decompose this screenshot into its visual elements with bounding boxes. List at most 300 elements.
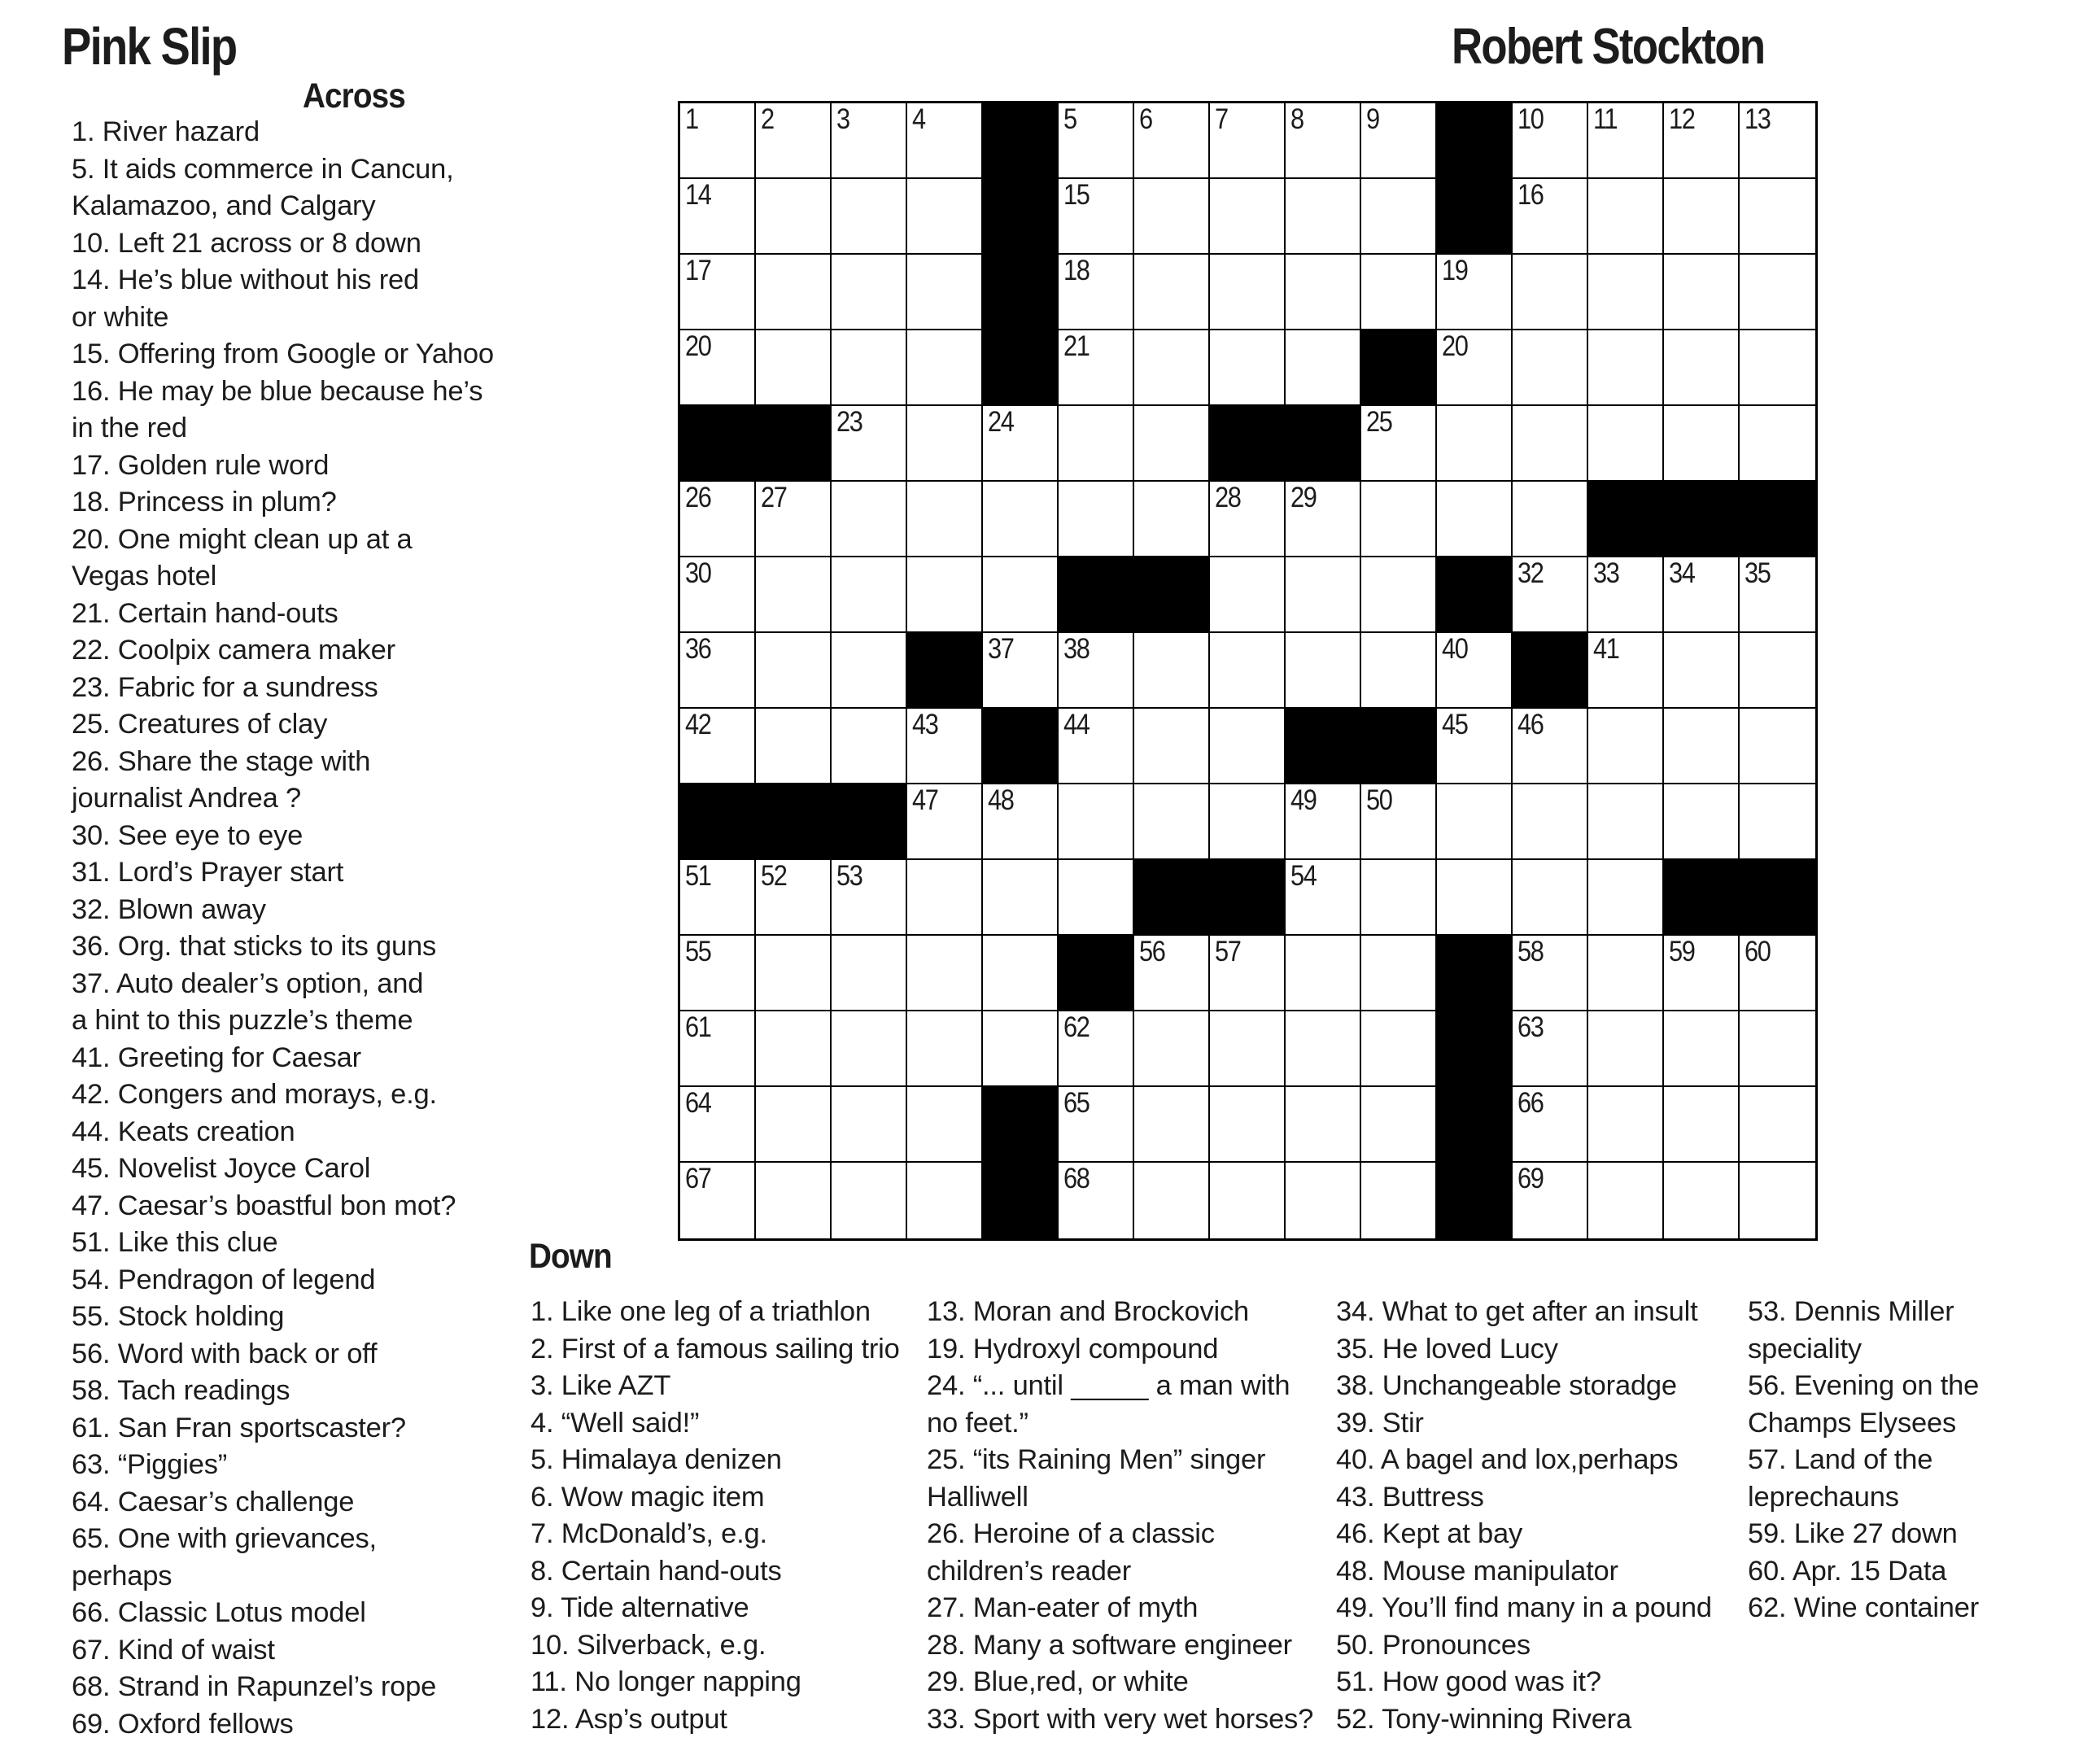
grid-cell-r3c8[interactable] xyxy=(1210,255,1286,330)
grid-cell-r7c8[interactable] xyxy=(1210,557,1286,633)
down-clue-53 xyxy=(1748,1294,1979,1368)
grid-cell-r10c10[interactable] xyxy=(1361,784,1437,860)
grid-cell-r12c3[interactable] xyxy=(832,936,907,1011)
grid-cell-r15c14[interactable] xyxy=(1664,1163,1740,1238)
grid-cell-r4c14[interactable] xyxy=(1664,330,1740,406)
grid-cell-r6c10[interactable] xyxy=(1361,482,1437,557)
clue-text-line: no feet.” xyxy=(927,1407,1028,1439)
grid-cell-r14c14[interactable] xyxy=(1664,1087,1740,1163)
grid-cell-r1c4[interactable] xyxy=(907,103,983,179)
grid-cell-r7c2[interactable] xyxy=(756,557,832,633)
grid-cell-r2c2[interactable] xyxy=(756,179,832,255)
grid-cell-r4c9[interactable] xyxy=(1286,330,1361,406)
grid-cell-r15c13[interactable] xyxy=(1588,1163,1664,1238)
grid-cell-r4c6[interactable] xyxy=(1059,330,1134,406)
grid-cell-r7c10[interactable] xyxy=(1361,557,1437,633)
grid-cell-r11c3[interactable] xyxy=(832,860,907,936)
grid-cell-r2c6[interactable] xyxy=(1059,179,1134,255)
grid-cell-r1c15[interactable] xyxy=(1740,103,1815,179)
grid-cell-r2c4[interactable] xyxy=(907,179,983,255)
grid-cell-r14c7[interactable] xyxy=(1134,1087,1210,1163)
cell-number: 9 xyxy=(1366,103,1379,135)
grid-cell-r6c4[interactable] xyxy=(907,482,983,557)
grid-cell-r5c15[interactable] xyxy=(1740,406,1815,482)
clue-text-line: children’s reader xyxy=(927,1555,1132,1587)
grid-cell-r1c3[interactable] xyxy=(832,103,907,179)
clue-text-line: 40. A bagel and lox,perhaps xyxy=(1336,1444,1679,1475)
grid-cell-r14c8[interactable] xyxy=(1210,1087,1286,1163)
across-clue-47 xyxy=(72,1188,494,1225)
across-clue-41 xyxy=(72,1040,494,1077)
grid-cell-r11c2[interactable] xyxy=(756,860,832,936)
clue-text-line: 14. He’s blue without his red xyxy=(72,264,419,295)
grid-cell-r1c9[interactable] xyxy=(1286,103,1361,179)
grid-cell-r6c5[interactable] xyxy=(983,482,1059,557)
clue-text-line: 60. Apr. 15 Data xyxy=(1748,1555,1947,1587)
grid-cell-r15c1[interactable] xyxy=(680,1163,756,1238)
grid-cell-r7c1[interactable] xyxy=(680,557,756,633)
grid-cell-r4c13[interactable] xyxy=(1588,330,1664,406)
grid-cell-r15c3[interactable] xyxy=(832,1163,907,1238)
grid-cell-r1c1[interactable] xyxy=(680,103,756,179)
grid-cell-r15c11 xyxy=(1437,1163,1513,1238)
clue-text-line: 51. Like this clue xyxy=(72,1227,278,1258)
clue-text-line: Champs Elysees xyxy=(1748,1407,1957,1439)
grid-cell-r8c5[interactable] xyxy=(983,633,1059,709)
grid-cell-r1c13[interactable] xyxy=(1588,103,1664,179)
clue-text-line: 52. Tony-winning Rivera xyxy=(1336,1703,1631,1735)
grid-cell-r3c2[interactable] xyxy=(756,255,832,330)
grid-cell-r2c15[interactable] xyxy=(1740,179,1815,255)
grid-cell-r13c10[interactable] xyxy=(1361,1011,1437,1087)
grid-cell-r12c13[interactable] xyxy=(1588,936,1664,1011)
clue-text-line: 31. Lord’s Prayer start xyxy=(72,857,344,888)
grid-cell-r10c5[interactable] xyxy=(983,784,1059,860)
grid-cell-r14c3[interactable] xyxy=(832,1087,907,1163)
clue-text-line: 7. McDonald’s, e.g. xyxy=(531,1518,767,1549)
down-clue-column-4 xyxy=(1748,1294,1979,1627)
grid-cell-r12c5[interactable] xyxy=(983,936,1059,1011)
grid-cell-r3c6[interactable] xyxy=(1059,255,1134,330)
grid-cell-r10c9[interactable] xyxy=(1286,784,1361,860)
clue-text-line: 4. “Well said!” xyxy=(531,1407,700,1439)
grid-cell-r12c15[interactable] xyxy=(1740,936,1815,1011)
grid-cell-r8c7[interactable] xyxy=(1134,633,1210,709)
grid-cell-r11c4[interactable] xyxy=(907,860,983,936)
clue-text-line: 58. Tach readings xyxy=(72,1375,290,1406)
clue-text-line: 37. Auto dealer’s option, and xyxy=(72,967,424,999)
grid-cell-r14c6[interactable] xyxy=(1059,1087,1134,1163)
grid-cell-r2c3[interactable] xyxy=(832,179,907,255)
clue-text-line: 42. Congers and morays, e.g. xyxy=(72,1079,437,1110)
grid-cell-r11c9[interactable] xyxy=(1286,860,1361,936)
down-clue-4 xyxy=(531,1405,900,1443)
cell-number: 28 xyxy=(1215,482,1241,513)
grid-cell-r5c4[interactable] xyxy=(907,406,983,482)
grid-cell-r4c12[interactable] xyxy=(1513,330,1588,406)
cell-number: 61 xyxy=(685,1011,711,1043)
grid-cell-r2c14[interactable] xyxy=(1664,179,1740,255)
grid-cell-r1c11 xyxy=(1437,103,1513,179)
grid-cell-r9c1[interactable] xyxy=(680,709,756,784)
grid-cell-r13c5[interactable] xyxy=(983,1011,1059,1087)
cell-number: 23 xyxy=(836,406,862,438)
grid-cell-r12c14[interactable] xyxy=(1664,936,1740,1011)
grid-cell-r4c4[interactable] xyxy=(907,330,983,406)
down-clue-6 xyxy=(531,1479,900,1517)
cell-number: 27 xyxy=(761,482,787,513)
cell-number: 8 xyxy=(1290,103,1304,135)
grid-cell-r9c2[interactable] xyxy=(756,709,832,784)
down-clue-2 xyxy=(531,1331,900,1369)
clue-text-line: 21. Certain hand-outs xyxy=(72,597,338,629)
grid-cell-r8c1[interactable] xyxy=(680,633,756,709)
grid-cell-r5c12[interactable] xyxy=(1513,406,1588,482)
cell-number: 69 xyxy=(1517,1163,1544,1194)
cell-number: 1 xyxy=(685,103,698,135)
down-clue-57 xyxy=(1748,1442,1979,1516)
grid-cell-r7c12[interactable] xyxy=(1513,557,1588,633)
down-clue-3 xyxy=(531,1368,900,1405)
grid-cell-r4c8[interactable] xyxy=(1210,330,1286,406)
across-clue-21 xyxy=(72,596,494,633)
down-clue-38 xyxy=(1336,1368,1712,1405)
grid-cell-r14c10[interactable] xyxy=(1361,1087,1437,1163)
clue-text-line: 65. One with grievances, xyxy=(72,1523,377,1554)
grid-cell-r14c15[interactable] xyxy=(1740,1087,1815,1163)
grid-cell-r9c11[interactable] xyxy=(1437,709,1513,784)
grid-cell-r9c3[interactable] xyxy=(832,709,907,784)
grid-cell-r10c12[interactable] xyxy=(1513,784,1588,860)
grid-cell-r7c13[interactable] xyxy=(1588,557,1664,633)
grid-cell-r2c8[interactable] xyxy=(1210,179,1286,255)
down-clue-28 xyxy=(927,1627,1313,1665)
cell-number: 66 xyxy=(1517,1087,1544,1119)
grid-cell-r9c9 xyxy=(1286,709,1361,784)
grid-cell-r8c10[interactable] xyxy=(1361,633,1437,709)
grid-cell-r10c15[interactable] xyxy=(1740,784,1815,860)
cell-number: 34 xyxy=(1669,557,1695,589)
grid-cell-r8c12 xyxy=(1513,633,1588,709)
clue-text-line: 63. “Piggies” xyxy=(72,1449,228,1480)
across-clue-58 xyxy=(72,1373,494,1410)
grid-cell-r3c10[interactable] xyxy=(1361,255,1437,330)
grid-cell-r1c8[interactable] xyxy=(1210,103,1286,179)
grid-cell-r12c10[interactable] xyxy=(1361,936,1437,1011)
clue-text-line: 34. What to get after an insult xyxy=(1336,1296,1698,1327)
clue-text-line: 28. Many a software engineer xyxy=(927,1629,1292,1661)
grid-cell-r10c11[interactable] xyxy=(1437,784,1513,860)
cell-number: 4 xyxy=(912,103,925,135)
grid-cell-r10c8[interactable] xyxy=(1210,784,1286,860)
grid-cell-r4c7[interactable] xyxy=(1134,330,1210,406)
across-clue-65 xyxy=(72,1521,494,1595)
clue-text-line: 32. Blown away xyxy=(72,893,266,925)
grid-cell-r9c15[interactable] xyxy=(1740,709,1815,784)
grid-cell-r15c12[interactable] xyxy=(1513,1163,1588,1238)
grid-cell-r6c12[interactable] xyxy=(1513,482,1588,557)
grid-cell-r12c7[interactable] xyxy=(1134,936,1210,1011)
grid-cell-r4c11[interactable] xyxy=(1437,330,1513,406)
cell-number: 15 xyxy=(1063,179,1090,211)
cell-number: 24 xyxy=(988,406,1014,438)
cell-number: 67 xyxy=(685,1163,711,1194)
grid-cell-r2c13[interactable] xyxy=(1588,179,1664,255)
grid-cell-r1c12[interactable] xyxy=(1513,103,1588,179)
grid-cell-r11c13[interactable] xyxy=(1588,860,1664,936)
grid-cell-r13c14[interactable] xyxy=(1664,1011,1740,1087)
grid-cell-r8c3[interactable] xyxy=(832,633,907,709)
grid-cell-r13c1[interactable] xyxy=(680,1011,756,1087)
grid-cell-r11c6[interactable] xyxy=(1059,860,1134,936)
grid-cell-r13c12[interactable] xyxy=(1513,1011,1588,1087)
grid-cell-r5c3[interactable] xyxy=(832,406,907,482)
grid-cell-r4c3[interactable] xyxy=(832,330,907,406)
grid-cell-r10c4[interactable] xyxy=(907,784,983,860)
clue-text-line: 51. How good was it? xyxy=(1336,1666,1601,1697)
grid-cell-r10c3 xyxy=(832,784,907,860)
down-clue-46 xyxy=(1336,1516,1712,1553)
down-clue-26 xyxy=(927,1516,1313,1590)
cell-number: 40 xyxy=(1442,633,1468,665)
grid-cell-r6c2[interactable] xyxy=(756,482,832,557)
grid-cell-r8c2[interactable] xyxy=(756,633,832,709)
grid-cell-r7c5[interactable] xyxy=(983,557,1059,633)
grid-cell-r3c11[interactable] xyxy=(1437,255,1513,330)
grid-cell-r11c10[interactable] xyxy=(1361,860,1437,936)
grid-cell-r8c13[interactable] xyxy=(1588,633,1664,709)
grid-cell-r4c1[interactable] xyxy=(680,330,756,406)
grid-cell-r12c4[interactable] xyxy=(907,936,983,1011)
grid-cell-r14c9[interactable] xyxy=(1286,1087,1361,1163)
grid-cell-r13c13[interactable] xyxy=(1588,1011,1664,1087)
cell-number: 13 xyxy=(1745,103,1771,135)
clue-text-line: 62. Wine container xyxy=(1748,1592,1980,1623)
grid-cell-r10c7[interactable] xyxy=(1134,784,1210,860)
grid-cell-r7c4[interactable] xyxy=(907,557,983,633)
grid-cell-r6c7[interactable] xyxy=(1134,482,1210,557)
grid-cell-r1c7[interactable] xyxy=(1134,103,1210,179)
grid-cell-r2c7[interactable] xyxy=(1134,179,1210,255)
grid-cell-r15c7[interactable] xyxy=(1134,1163,1210,1238)
grid-cell-r14c12[interactable] xyxy=(1513,1087,1588,1163)
grid-cell-r12c1[interactable] xyxy=(680,936,756,1011)
grid-cell-r15c15[interactable] xyxy=(1740,1163,1815,1238)
grid-cell-r7c3[interactable] xyxy=(832,557,907,633)
grid-cell-r3c12[interactable] xyxy=(1513,255,1588,330)
clue-text-line: 24. “... until _____ a man with xyxy=(927,1370,1290,1401)
grid-cell-r4c2[interactable] xyxy=(756,330,832,406)
grid-cell-r4c15[interactable] xyxy=(1740,330,1815,406)
grid-cell-r9c12[interactable] xyxy=(1513,709,1588,784)
grid-cell-r8c14[interactable] xyxy=(1664,633,1740,709)
across-clue-56 xyxy=(72,1336,494,1373)
cell-number: 36 xyxy=(685,633,711,665)
grid-cell-r8c9[interactable] xyxy=(1286,633,1361,709)
grid-cell-r15c9[interactable] xyxy=(1286,1163,1361,1238)
grid-cell-r3c14[interactable] xyxy=(1664,255,1740,330)
grid-cell-r3c15[interactable] xyxy=(1740,255,1815,330)
clue-text-line: 5. Himalaya denizen xyxy=(531,1444,782,1475)
grid-cell-r5c13[interactable] xyxy=(1588,406,1664,482)
across-clue-26 xyxy=(72,744,494,818)
cell-number: 54 xyxy=(1290,860,1317,892)
clue-text-line: 48. Mouse manipulator xyxy=(1336,1555,1618,1587)
grid-cell-r7c9[interactable] xyxy=(1286,557,1361,633)
grid-cell-r13c3[interactable] xyxy=(832,1011,907,1087)
grid-cell-r12c8[interactable] xyxy=(1210,936,1286,1011)
grid-cell-r5c2 xyxy=(756,406,832,482)
cell-number: 63 xyxy=(1517,1011,1544,1043)
grid-cell-r15c2[interactable] xyxy=(756,1163,832,1238)
grid-cell-r1c14[interactable] xyxy=(1664,103,1740,179)
grid-cell-r6c8[interactable] xyxy=(1210,482,1286,557)
grid-cell-r2c1[interactable] xyxy=(680,179,756,255)
down-clue-51 xyxy=(1336,1664,1712,1701)
grid-cell-r6c3[interactable] xyxy=(832,482,907,557)
grid-cell-r2c9[interactable] xyxy=(1286,179,1361,255)
puzzle-title: Pink Slip xyxy=(62,17,237,76)
grid-cell-r3c13[interactable] xyxy=(1588,255,1664,330)
clue-text-line: 41. Greeting for Caesar xyxy=(72,1041,361,1073)
clue-text-line: 46. Kept at bay xyxy=(1336,1518,1523,1549)
grid-cell-r6c11[interactable] xyxy=(1437,482,1513,557)
grid-cell-r5c11[interactable] xyxy=(1437,406,1513,482)
cell-number: 35 xyxy=(1745,557,1771,589)
grid-cell-r15c6[interactable] xyxy=(1059,1163,1134,1238)
grid-cell-r13c15[interactable] xyxy=(1740,1011,1815,1087)
grid-cell-r9c6[interactable] xyxy=(1059,709,1134,784)
grid-cell-r13c7[interactable] xyxy=(1134,1011,1210,1087)
grid-cell-r12c12[interactable] xyxy=(1513,936,1588,1011)
grid-cell-r14c1[interactable] xyxy=(680,1087,756,1163)
grid-cell-r2c10[interactable] xyxy=(1361,179,1437,255)
grid-cell-r15c10[interactable] xyxy=(1361,1163,1437,1238)
grid-cell-r5c5[interactable] xyxy=(983,406,1059,482)
cell-number: 10 xyxy=(1517,103,1544,135)
grid-cell-r14c2[interactable] xyxy=(756,1087,832,1163)
grid-cell-r8c15[interactable] xyxy=(1740,633,1815,709)
grid-cell-r6c9[interactable] xyxy=(1286,482,1361,557)
down-clue-1 xyxy=(531,1294,900,1331)
cell-number: 46 xyxy=(1517,709,1544,740)
grid-cell-r11c11[interactable] xyxy=(1437,860,1513,936)
grid-cell-r9c14[interactable] xyxy=(1664,709,1740,784)
grid-cell-r6c1[interactable] xyxy=(680,482,756,557)
clue-text-line: 56. Evening on the xyxy=(1748,1370,1980,1401)
grid-cell-r1c10[interactable] xyxy=(1361,103,1437,179)
puzzle-author: Robert Stockton xyxy=(1452,19,1765,75)
grid-cell-r3c1[interactable] xyxy=(680,255,756,330)
grid-cell-r8c11[interactable] xyxy=(1437,633,1513,709)
grid-cell-r14c13[interactable] xyxy=(1588,1087,1664,1163)
grid-cell-r13c9[interactable] xyxy=(1286,1011,1361,1087)
grid-cell-r10c2 xyxy=(756,784,832,860)
grid-cell-r2c12[interactable] xyxy=(1513,179,1588,255)
clue-text-line: 49. You’ll find many in a pound xyxy=(1336,1592,1712,1623)
grid-cell-r8c8[interactable] xyxy=(1210,633,1286,709)
across-clue-10 xyxy=(72,225,494,263)
down-clue-33 xyxy=(927,1701,1313,1739)
clue-text-line: 38. Unchangeable storadge xyxy=(1336,1370,1677,1401)
grid-cell-r12c9[interactable] xyxy=(1286,936,1361,1011)
cell-number: 49 xyxy=(1290,784,1317,816)
grid-cell-r8c6[interactable] xyxy=(1059,633,1134,709)
clue-text-line: 22. Coolpix camera maker xyxy=(72,635,395,666)
grid-cell-r14c5 xyxy=(983,1087,1059,1163)
down-clue-11 xyxy=(531,1664,900,1701)
grid-cell-r14c4[interactable] xyxy=(907,1087,983,1163)
grid-cell-r1c2[interactable] xyxy=(756,103,832,179)
grid-cell-r3c3[interactable] xyxy=(832,255,907,330)
grid-cell-r10c14[interactable] xyxy=(1664,784,1740,860)
grid-cell-r7c6 xyxy=(1059,557,1134,633)
grid-cell-r6c14 xyxy=(1664,482,1740,557)
grid-cell-r10c13[interactable] xyxy=(1588,784,1664,860)
grid-cell-r15c8[interactable] xyxy=(1210,1163,1286,1238)
grid-cell-r9c4[interactable] xyxy=(907,709,983,784)
clue-text-line: 10. Left 21 across or 8 down xyxy=(72,227,421,259)
cell-number: 44 xyxy=(1063,709,1090,740)
grid-cell-r3c7[interactable] xyxy=(1134,255,1210,330)
clue-text-line: 59. Like 27 down xyxy=(1748,1518,1958,1549)
cell-number: 38 xyxy=(1063,633,1090,665)
grid-cell-r10c1 xyxy=(680,784,756,860)
grid-cell-r1c5 xyxy=(983,103,1059,179)
across-clue-15 xyxy=(72,336,494,373)
grid-cell-r9c7[interactable] xyxy=(1134,709,1210,784)
down-clue-7 xyxy=(531,1516,900,1553)
clue-text-line: 19. Hydroxyl compound xyxy=(927,1333,1219,1364)
grid-cell-r5c7[interactable] xyxy=(1134,406,1210,482)
grid-cell-r9c5 xyxy=(983,709,1059,784)
grid-cell-r13c2[interactable] xyxy=(756,1011,832,1087)
grid-cell-r12c2[interactable] xyxy=(756,936,832,1011)
grid-cell-r13c4[interactable] xyxy=(907,1011,983,1087)
grid-cell-r3c9[interactable] xyxy=(1286,255,1361,330)
grid-cell-r11c1[interactable] xyxy=(680,860,756,936)
grid-cell-r7c14[interactable] xyxy=(1664,557,1740,633)
grid-cell-r11c12[interactable] xyxy=(1513,860,1588,936)
clue-text-line: 2. First of a famous sailing trio xyxy=(531,1333,900,1364)
grid-cell-r13c8[interactable] xyxy=(1210,1011,1286,1087)
grid-cell-r9c8[interactable] xyxy=(1210,709,1286,784)
cell-number: 60 xyxy=(1745,936,1771,967)
grid-cell-r1c6[interactable] xyxy=(1059,103,1134,179)
grid-cell-r5c14[interactable] xyxy=(1664,406,1740,482)
grid-cell-r10c6[interactable] xyxy=(1059,784,1134,860)
grid-cell-r5c6[interactable] xyxy=(1059,406,1134,482)
grid-cell-r11c5[interactable] xyxy=(983,860,1059,936)
grid-cell-r13c6[interactable] xyxy=(1059,1011,1134,1087)
grid-cell-r3c4[interactable] xyxy=(907,255,983,330)
clue-text-line: Kalamazoo, and Calgary xyxy=(72,190,376,221)
grid-cell-r5c10[interactable] xyxy=(1361,406,1437,482)
down-clue-35 xyxy=(1336,1331,1712,1369)
grid-cell-r7c15[interactable] xyxy=(1740,557,1815,633)
clue-text-line: 6. Wow magic item xyxy=(531,1481,765,1513)
grid-cell-r11c15 xyxy=(1740,860,1815,936)
cell-number: 56 xyxy=(1139,936,1165,967)
cell-number: 68 xyxy=(1063,1163,1090,1194)
grid-cell-r11c14 xyxy=(1664,860,1740,936)
cell-number: 51 xyxy=(685,860,711,892)
grid-cell-r15c4[interactable] xyxy=(907,1163,983,1238)
grid-cell-r9c13[interactable] xyxy=(1588,709,1664,784)
cell-number: 53 xyxy=(836,860,862,892)
cell-number: 16 xyxy=(1517,179,1544,211)
grid-cell-r6c6[interactable] xyxy=(1059,482,1134,557)
